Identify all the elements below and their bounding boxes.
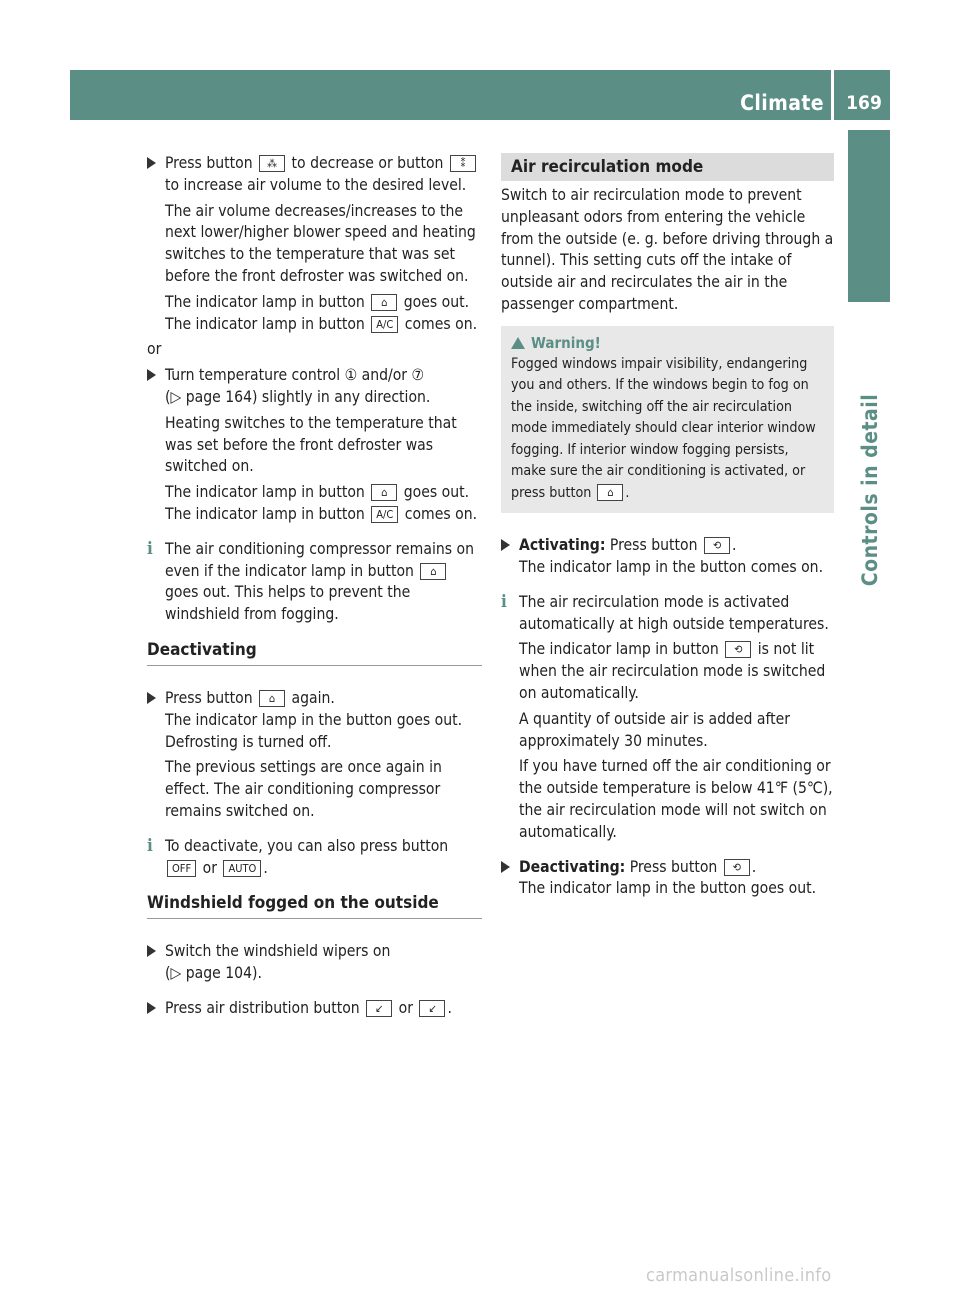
section-heading-recirculation: Air recirculation mode [501,153,834,181]
fan-down-key: ⁂ [259,155,285,172]
paragraph: The air volume decreases/increases to the next lower/higher blower speed and heating switches to the temperature that was set before the front defroster was switched on. [165,201,476,285]
step-deactivate: Press button ⌂ again. The indicator lamp in the button goes out. Defrosting is turned off. The previous settings are once again in effect. The air conditioning compressor remains switched on. [147,688,482,823]
defrost-max-key: ⌂ [371,484,397,501]
fan-up-key: ⁑ [450,155,476,172]
off-key: OFF [167,860,196,877]
step-deactivate-recirc: Deactivating: Press button ⟲ . The indicator lamp in the button goes out. [501,857,834,901]
page-number: 169 [846,92,882,114]
ac-rest-key: A/C [371,316,398,333]
step-arrow-icon [501,861,510,873]
recirculation-key: ⟲ [724,859,750,876]
ac-rest-key: A/C [371,506,398,523]
left-column [147,153,482,1020]
defrost-max-key: ⌂ [597,484,623,501]
section-heading-deactivating: Deactivating [147,639,482,666]
warning-triangle-icon [511,337,525,349]
side-section-label: Controls in detail [858,393,882,587]
defrost-max-key: ⌂ [371,294,397,311]
step-blower: Press button ⁂ to decrease or button ⁑ to increase air volume to the desired level. The air volume decreases/increases to the next lower/higher blower speed and heating switches to the temperature that was set before the front defroster was switched on. The indicator lamp in button ⌂ goes out. The indicator lamp in button A/C comes on. [147,153,482,335]
recirculation-key: ⟲ [725,641,751,658]
step-arrow-icon [147,369,156,381]
step-activate-recirc: Activating: Press button ⟲ . The indicator lamp in the button comes on. [501,535,834,579]
info-note: i To deactivate, you can also press button OFF or AUTO . [147,835,449,877]
step-arrow-icon [147,157,156,169]
step-air-distribution: Press air distribution button ↙ or ↙ . [147,998,482,1020]
intro-paragraph: Switch to air recirculation mode to prevent unpleasant odors from entering the vehicle from the outside (e. g. before driving through a tunnel). This setting cuts off the intake of outside air and recirculates the air in the passenger compartment. [501,186,834,313]
chapter-title: Climate [740,91,824,115]
info-note: i The air recirculation mode is activated automatically at high outside temperatures. The indicator lamp in button ⟲ is not lit when the air recirculation mode is switched on automatically. A quantity of outside air is added after approximately 30 minutes. If you have turned off the air conditioning or the outside temperature is below 41℉ (5℃), the air recirculation mode will not switch on automatically. [501,591,833,841]
step-arrow-icon [147,945,156,957]
air-distribution-key-2: ↙ [419,1000,445,1017]
warning-box: Warning! Fogged windows impair visibility, endangering you and others. If the windows begin to fog on the inside, switching off the air recirculation mode immediately should clear interior window fogging. If interior window fogging persists, make sure the air conditioning is activated, or press button ⌂ . [501,326,834,514]
step-arrow-icon [147,692,156,704]
defrost-max-key: ⌂ [259,690,285,707]
right-column [501,153,834,900]
info-icon: i [147,835,153,856]
auto-key: AUTO [223,860,261,877]
info-note: i The air conditioning compressor remains on even if the indicator lamp in button ⌂ goes out. This helps to prevent the windshield from fogging. [147,538,474,624]
step-arrow-icon [147,1002,156,1014]
air-distribution-key: ↙ [366,1000,392,1017]
header-divider [831,70,834,120]
step-wipers: Switch the windshield wipers on (▷ page 104). [147,941,482,985]
footer-watermark: carmanualsonline.info [646,1265,832,1286]
side-tab [848,130,890,302]
defrost-max-key: ⌂ [420,563,446,580]
section-heading-windshield: Windshield fogged on the outside [147,892,482,919]
step-arrow-icon [501,539,510,551]
info-icon: i [501,591,507,612]
step-temperature: Turn temperature control ① and/or ⑦ (▷ page 164) slightly in any direction. Heating switches to the temperature that was set before the front defroster was switched on. The indicator lamp in button ⌂ goes out. The indicator lamp in button A/C comes on. [147,365,482,526]
info-icon: i [147,538,153,559]
recirculation-key: ⟲ [704,537,730,554]
or-label: or [147,340,162,359]
